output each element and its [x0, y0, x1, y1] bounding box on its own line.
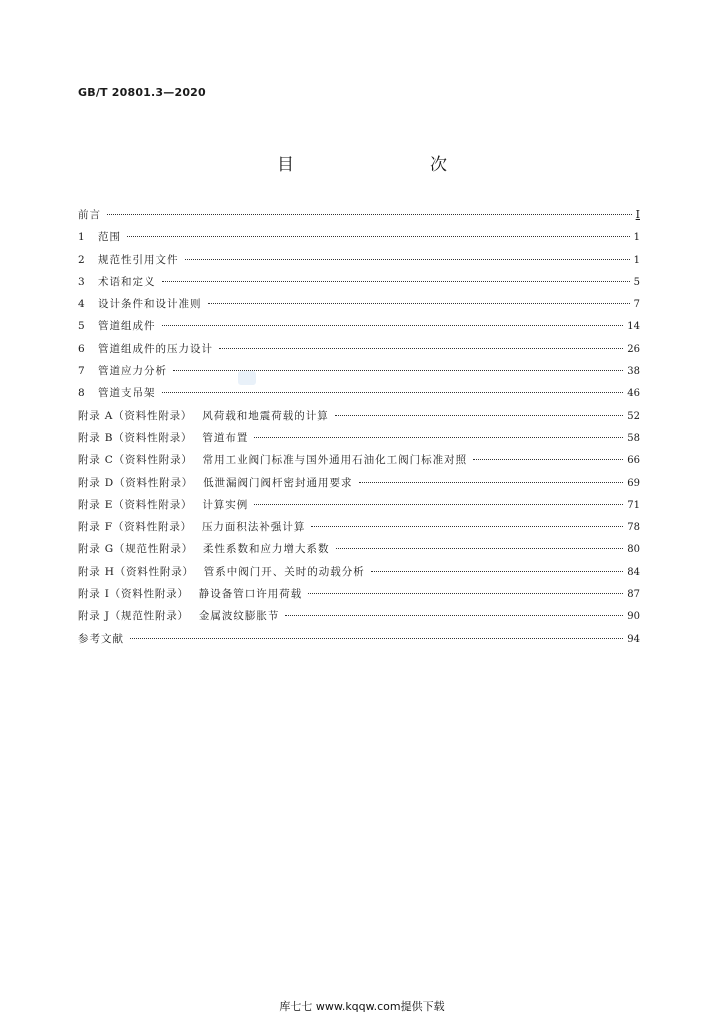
toc-dot-leader — [219, 348, 623, 349]
toc-dot-leader — [359, 482, 624, 483]
toc-entry-subtitle: 常用工业阀门标准与国外通用石油化工阀门标准对照 — [202, 454, 468, 467]
toc-entry-number: 2 — [78, 253, 85, 266]
toc-entry-page-number: 1 — [633, 254, 640, 266]
table-of-contents — [78, 207, 640, 653]
toc-entry-label: 参考文献 — [78, 632, 124, 645]
toc-entry-label: 设计条件和设计准则 — [98, 298, 202, 311]
toc-entry-number: 3 — [78, 275, 85, 288]
toc-dot-leader — [254, 437, 623, 438]
toc-entry-page-number: 78 — [627, 522, 640, 534]
standard-code: GB/T 20801.3—2020 — [78, 86, 206, 99]
toc-entry-label: 附录 F（资料性附录） — [78, 521, 192, 534]
toc-dot-leader — [162, 325, 624, 326]
toc-entry-label: 规范性引用文件 — [98, 253, 179, 266]
toc-entry-label: 附录 G（规范性附录） — [78, 543, 194, 556]
toc-entry-page-number: 80 — [627, 544, 640, 556]
toc-entry[interactable] — [78, 608, 640, 630]
toc-entry-label: 管道支吊架 — [98, 387, 156, 400]
toc-entry-subtitle: 静设备管口许用荷载 — [198, 588, 303, 601]
toc-entry-subtitle: 低泄漏阀门阀杆密封通用要求 — [203, 476, 353, 489]
toc-entry-page-number: 5 — [633, 276, 640, 288]
toc-dot-leader — [162, 392, 624, 393]
toc-dot-leader — [254, 504, 623, 505]
toc-entry-subtitle: 柔性系数和应力增大系数 — [203, 543, 330, 556]
toc-entry-label: 管道组成件 — [98, 320, 156, 333]
toc-entry-subtitle: 金属波纹膨胀节 — [198, 610, 280, 623]
toc-entry-label: 附录 E（资料性附录） — [78, 498, 193, 511]
toc-entry-label: 附录 C（资料性附录） — [78, 454, 193, 467]
toc-dot-leader — [371, 571, 623, 572]
toc-entry-subtitle: 计算实例 — [202, 498, 249, 511]
toc-entry-number: 7 — [78, 365, 85, 378]
toc-entry[interactable] — [78, 318, 640, 340]
toc-entry-page-number: 38 — [627, 366, 640, 378]
toc-entry-page-number: 69 — [627, 477, 640, 489]
toc-entry-label: 附录 B（资料性附录） — [78, 431, 193, 444]
toc-dot-leader — [308, 593, 623, 594]
watermark-logo — [238, 371, 256, 385]
toc-entry[interactable] — [78, 385, 640, 407]
toc-entry-label: 附录 J（规范性附录） — [78, 610, 189, 623]
toc-entry[interactable] — [78, 252, 640, 274]
toc-dot-leader — [127, 236, 630, 237]
toc-entry-subtitle: 管系中阀门开、关时的动载分析 — [203, 565, 365, 578]
toc-entry-label: 范围 — [98, 231, 121, 244]
toc-entry-number: 1 — [78, 231, 85, 244]
toc-entry[interactable] — [78, 296, 640, 318]
toc-entry-page-number: 87 — [627, 589, 640, 601]
toc-dot-leader — [473, 459, 623, 460]
toc-entry[interactable] — [78, 586, 640, 608]
toc-entry[interactable] — [78, 274, 640, 296]
toc-entry[interactable] — [78, 475, 640, 497]
toc-entry[interactable] — [78, 430, 640, 452]
toc-entry[interactable] — [78, 497, 640, 519]
toc-entry-subtitle: 管道布置 — [202, 431, 249, 444]
toc-entry-page-number: 66 — [627, 455, 640, 467]
toc-entry-label: 附录 A（资料性附录） — [78, 409, 193, 422]
toc-entry-label: 附录 I（资料性附录） — [78, 588, 189, 601]
footer-download-note: 库七七 www.kqqw.com提供下载 — [279, 1000, 445, 1013]
toc-entry-page-number: 84 — [627, 566, 640, 578]
toc-entry-page-number: 90 — [627, 611, 640, 623]
toc-entry-number: 8 — [78, 387, 85, 400]
toc-dot-leader — [208, 303, 630, 304]
toc-dot-leader — [130, 638, 623, 639]
toc-entry-page-number: 52 — [627, 410, 640, 422]
toc-dot-leader — [311, 526, 623, 527]
toc-entry-page-number: 7 — [633, 299, 640, 311]
toc-dot-leader — [335, 415, 624, 416]
toc-entry-page-number: 58 — [627, 432, 640, 444]
toc-entry[interactable] — [78, 452, 640, 474]
toc-entry[interactable] — [78, 229, 640, 251]
toc-entry-subtitle: 风荷载和地震荷载的计算 — [202, 409, 329, 422]
toc-entry[interactable] — [78, 363, 640, 385]
toc-entry-page-number: 71 — [627, 499, 640, 511]
toc-dot-leader — [185, 259, 630, 260]
toc-dot-leader — [285, 615, 623, 616]
toc-entry[interactable] — [78, 564, 640, 586]
toc-entry-page-number: 26 — [627, 343, 640, 355]
toc-entry-label: 附录 H（资料性附录） — [78, 565, 194, 578]
toc-entry[interactable] — [78, 408, 640, 430]
toc-entry-number: 4 — [78, 298, 85, 311]
toc-entry[interactable] — [78, 207, 640, 229]
toc-entry[interactable] — [78, 519, 640, 541]
toc-entry-page-number: 46 — [627, 388, 640, 400]
toc-entry-label: 管道应力分析 — [98, 365, 167, 378]
toc-title: 目 次 — [277, 155, 481, 175]
toc-entry-page-number: 1 — [633, 232, 640, 244]
toc-entry-subtitle: 压力面积法补强计算 — [201, 521, 306, 534]
toc-entry-number: 6 — [78, 342, 85, 355]
toc-entry-page-number: 14 — [627, 321, 640, 333]
toc-entry-label: 管道组成件的压力设计 — [98, 342, 213, 355]
toc-dot-leader — [107, 214, 632, 215]
toc-entry-number: 5 — [78, 320, 85, 333]
toc-entry[interactable] — [78, 341, 640, 363]
toc-entry[interactable] — [78, 631, 640, 653]
toc-dot-leader — [336, 548, 624, 549]
toc-dot-leader — [162, 281, 630, 282]
toc-entry-label: 术语和定义 — [98, 275, 156, 288]
toc-entry-page-number: Ⅰ — [635, 208, 640, 221]
toc-entry-label: 前言 — [78, 209, 101, 221]
toc-entry-label: 附录 D（资料性附录） — [78, 476, 194, 489]
toc-entry-page-number: 94 — [627, 633, 640, 645]
toc-entry[interactable] — [78, 541, 640, 563]
